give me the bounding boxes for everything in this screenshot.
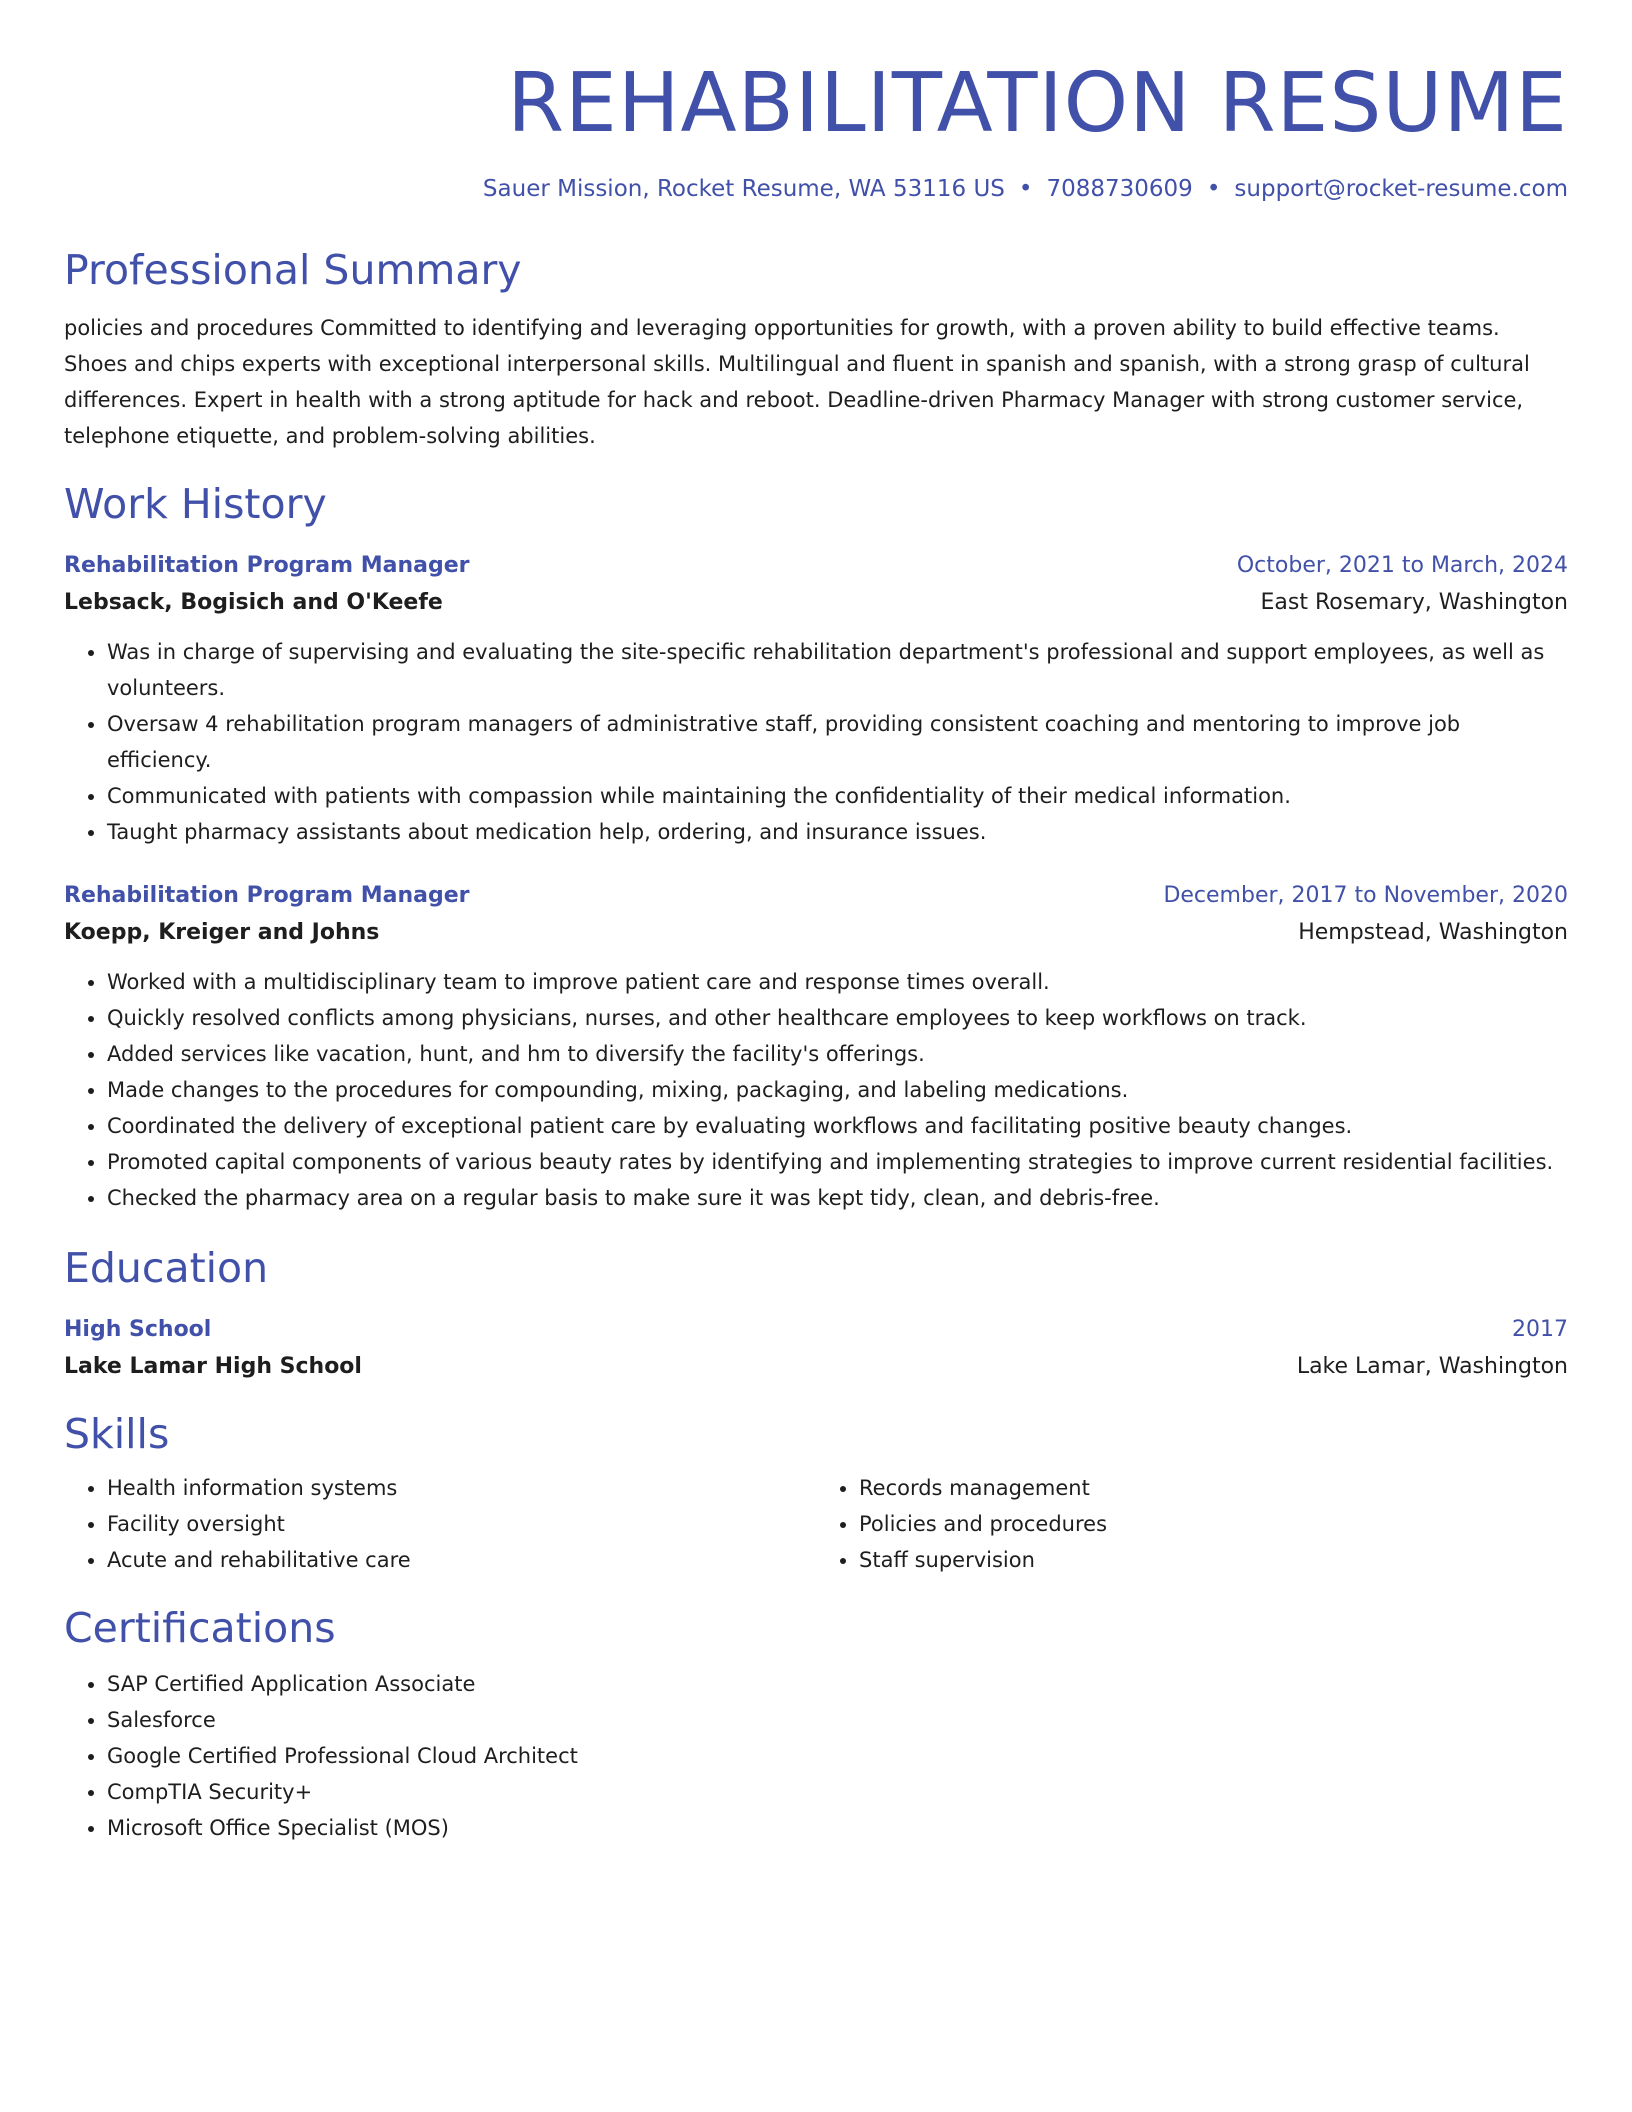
job-entry bbox=[64, 548, 1568, 850]
job-employer: Koepp, Kreiger and Johns bbox=[64, 920, 380, 945]
education-section bbox=[64, 1242, 1568, 1386]
job-bullet: • Quickly resolved conflicts among physicians, nurses, and other healthcare employees to keep workflows on track. bbox=[107, 1000, 1568, 1036]
job-bullet: • Coordinated the delivery of exceptional patient care by evaluating workflows and facilitating positive beauty changes. bbox=[107, 1108, 1568, 1144]
education-degree-row bbox=[64, 1312, 1568, 1348]
certifications-list bbox=[64, 1666, 1568, 1846]
education-degree: High School bbox=[64, 1317, 212, 1342]
work-history-section bbox=[64, 478, 1568, 1216]
certification-item: • Google Certified Professional Cloud Architect bbox=[107, 1738, 1568, 1774]
job-location: Hempstead, Washington bbox=[1298, 920, 1568, 945]
job-bullet: • Was in charge of supervising and evaluating the site-specific rehabilitation department's professional and support employees, as well as volunteers. bbox=[107, 634, 1568, 706]
job-bullets bbox=[64, 964, 1568, 1216]
education-school: Lake Lamar High School bbox=[64, 1354, 362, 1379]
job-bullet: • Added services like vacation, hunt, and hm to diversify the facility's offerings. bbox=[107, 1036, 1568, 1072]
certification-item: • SAP Certified Application Associate bbox=[107, 1666, 1568, 1702]
skill-item: • Facility oversight bbox=[107, 1506, 816, 1542]
certification-item: • CompTIA Security+ bbox=[107, 1774, 1568, 1810]
skill-item: • Staff supervision bbox=[859, 1542, 1568, 1578]
certifications-heading: Certifications bbox=[64, 1604, 336, 1652]
job-entry bbox=[64, 878, 1568, 1216]
education-location: Lake Lamar, Washington bbox=[1296, 1354, 1568, 1379]
certifications-section bbox=[64, 1602, 1568, 1846]
job-title: Rehabilitation Program Manager bbox=[64, 553, 470, 578]
job-employer-row bbox=[64, 914, 1568, 952]
skills-column-right bbox=[816, 1470, 1568, 1578]
education-heading: Education bbox=[64, 1244, 269, 1292]
job-title-row bbox=[64, 548, 1568, 584]
contact-phone: 7088730609 bbox=[1046, 176, 1193, 202]
skills-column-left bbox=[64, 1470, 816, 1578]
job-bullet: • Worked with a multidisciplinary team to improve patient care and response times overall. bbox=[107, 964, 1568, 1000]
education-entry bbox=[64, 1312, 1568, 1386]
contact-email: support@rocket-resume.com bbox=[1234, 176, 1568, 202]
job-location: East Rosemary, Washington bbox=[1260, 590, 1568, 615]
skill-item: • Policies and procedures bbox=[859, 1506, 1568, 1542]
contact-separator: • bbox=[1206, 176, 1221, 202]
summary-text: policies and procedures Committed to identifying and leveraging opportunities for growth, with a proven ability to build effective teams. Shoes and chips experts with exceptional interpersonal skills. Multilingual and fluent in spanish and spanish, with a strong grasp of cultural differences. Expert in health with a strong aptitude for hack and reboot. Deadline-driven Pharmacy Manager with strong customer service, telephone etiquette, and problem-solving abilities. bbox=[64, 316, 1530, 448]
education-year: 2017 bbox=[1512, 1317, 1568, 1342]
skill-item: • Records management bbox=[859, 1470, 1568, 1506]
contact-line bbox=[64, 174, 1568, 204]
work-history-heading: Work History bbox=[64, 480, 327, 528]
job-employer-row bbox=[64, 584, 1568, 622]
job-title-row bbox=[64, 878, 1568, 914]
job-bullet: • Communicated with patients with compassion while maintaining the confidentiality of their medical information. bbox=[107, 778, 1568, 814]
skills-section bbox=[64, 1408, 1568, 1578]
education-school-row bbox=[64, 1348, 1568, 1386]
summary-heading: Professional Summary bbox=[64, 246, 522, 294]
job-dates: October, 2021 to March, 2024 bbox=[1236, 553, 1568, 578]
job-bullet: • Made changes to the procedures for compounding, mixing, packaging, and labeling medications. bbox=[107, 1072, 1568, 1108]
summary-section bbox=[64, 244, 1568, 454]
resume-header bbox=[64, 56, 1568, 204]
skill-item: • Acute and rehabilitative care bbox=[107, 1542, 816, 1578]
job-bullet: • Oversaw 4 rehabilitation program managers of administrative staff, providing consistent coaching and mentoring to improve job efficiency. bbox=[107, 706, 1568, 778]
job-title: Rehabilitation Program Manager bbox=[64, 883, 470, 908]
job-bullet: • Promoted capital components of various beauty rates by identifying and implementing strategies to improve current residential facilities. bbox=[107, 1144, 1568, 1180]
job-bullet: • Taught pharmacy assistants about medication help, ordering, and insurance issues. bbox=[107, 814, 1568, 850]
skill-item: • Health information systems bbox=[107, 1470, 816, 1506]
skills-grid bbox=[64, 1470, 1568, 1578]
job-dates: December, 2017 to November, 2020 bbox=[1163, 883, 1568, 908]
resume-name: REHABILITATION RESUME bbox=[507, 56, 1568, 151]
job-bullet: • Checked the pharmacy area on a regular basis to make sure it was kept tidy, clean, and debris-free. bbox=[107, 1180, 1568, 1216]
contact-address: Sauer Mission, Rocket Resume, WA 53116 US bbox=[482, 176, 1005, 202]
contact-separator: • bbox=[1018, 176, 1033, 202]
job-bullets bbox=[64, 634, 1568, 850]
skills-heading: Skills bbox=[64, 1410, 170, 1458]
certification-item: • Salesforce bbox=[107, 1702, 1568, 1738]
job-employer: Lebsack, Bogisich and O'Keefe bbox=[64, 590, 443, 615]
certification-item: • Microsoft Office Specialist (MOS) bbox=[107, 1810, 1568, 1846]
